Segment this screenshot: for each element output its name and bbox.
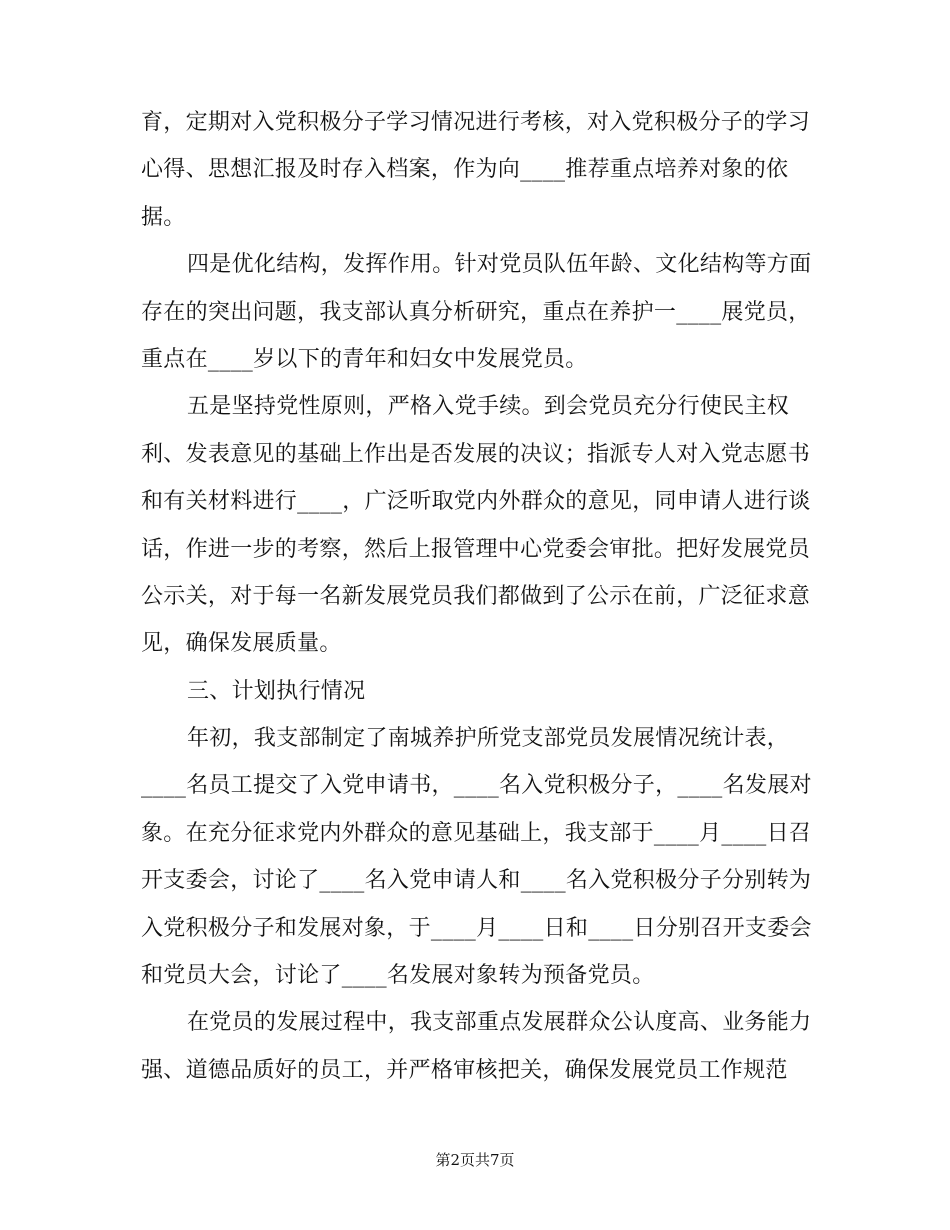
text-line: 育，定期对入党积极分子学习情况进行考核，对入党积极分子的学习 (141, 110, 811, 135)
text-line: 据。 (141, 204, 186, 230)
text-line: 心得、思想汇报及时存入档案，作为向____推荐重点培养对象的依 (141, 157, 789, 183)
paragraph-start-line: 四是优化结构，发挥作用。针对党员队伍年龄、文化结构等方面 (187, 252, 812, 278)
text-line: 入党积极分子和发展对象，于____月____日和____日分别召开支委会 (141, 915, 812, 941)
body-text (141, 99, 811, 1094)
text-line: 重点在____岁以下的青年和妇女中发展党员。 (141, 346, 588, 372)
text-line: 利、发表意见的基础上作出是否发展的决议；指派专人对入党志愿书 (141, 441, 811, 467)
section-heading: 三、计划执行情况 (187, 678, 366, 704)
paragraph-start-line: 在党员的发展过程中，我支部重点发展群众公认度高、业务能力 (187, 1010, 812, 1036)
text-line: 话，作进一步的考察，然后上报管理中心党委会审批。把好发展党员 (141, 536, 811, 562)
paragraph-start-line: 五是坚持党性原则，严格入党手续。到会党员充分行使民主权 (187, 394, 790, 420)
text-line: 存在的突出问题，我支部认真分析研究，重点在养护一____展党员， (141, 299, 811, 325)
text-line: 见，确保发展质量。 (141, 631, 342, 657)
text-line: 开支委会，讨论了____名入党申请人和____名入党积极分子分别转为 (141, 868, 812, 894)
page-number: 第2页共7页 (435, 1151, 515, 1169)
text-line: 象。在充分征求党内外群众的意见基础上，我支部于____月____日召 (141, 820, 812, 846)
paragraph-start-line: 年初，我支部制定了南城养护所党支部党员发展情况统计表， (187, 726, 790, 752)
text-line: 公示关，对于每一名新发展党员我们都做到了公示在前，广泛征求意 (141, 583, 811, 609)
text-line: 和有关材料进行____，广泛听取党内外群众的意见，同申请人进行谈 (141, 489, 811, 515)
text-line: ____名员工提交了入党申请书，____名入党积极分子，____名发展对 (141, 773, 812, 799)
text-line: 强、道德品质好的员工，并严格审核把关，确保发展党员工作规范 (141, 1057, 788, 1083)
text-line: 和党员大会，讨论了____名发展对象转为预备党员。 (141, 963, 655, 989)
